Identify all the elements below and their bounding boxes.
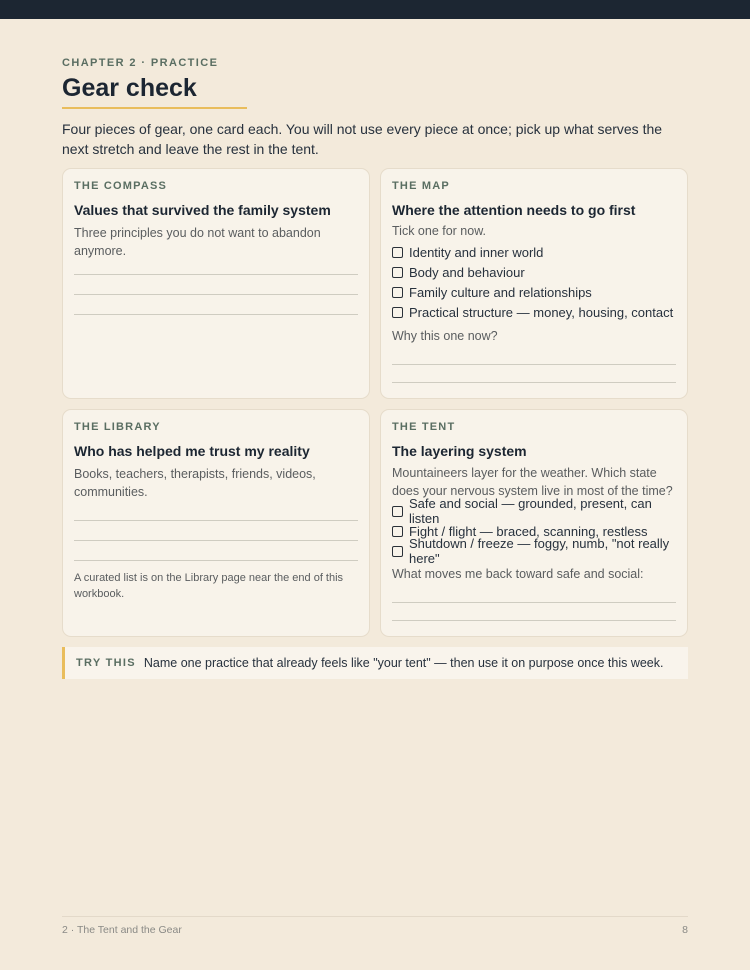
footer-chapter: 2 · The Tent and the Gear xyxy=(62,924,182,936)
card-description: Books, teachers, therapists, friends, videos, communities. xyxy=(74,467,316,499)
card-label: THE TENT xyxy=(392,421,456,433)
card-tent xyxy=(380,409,688,637)
checkbox-icon[interactable] xyxy=(392,267,403,278)
title-underline xyxy=(62,107,247,109)
option-identity[interactable] xyxy=(392,242,676,262)
writing-line-1[interactable] xyxy=(74,274,358,275)
option-label: Safe and social — grounded, present, can listen xyxy=(409,496,652,526)
writing-line-2[interactable] xyxy=(392,382,676,383)
option-body[interactable] xyxy=(392,262,676,282)
option-label: Fight / flight — braced, scanning, restless xyxy=(409,523,648,539)
option-label: Identity and inner world xyxy=(409,244,544,260)
top-bar xyxy=(0,0,750,19)
library-note: A curated list is on the Library page near the end of this workbook. xyxy=(74,572,344,600)
card-description: Three principles you do not want to abandon anymore. xyxy=(74,226,321,258)
card-prompt: Why this one now? xyxy=(392,329,498,343)
checkbox-icon[interactable] xyxy=(392,287,403,298)
card-prompt: What moves me back toward safe and social: xyxy=(392,567,644,581)
option-safe-social[interactable] xyxy=(392,496,676,526)
card-map xyxy=(380,168,688,399)
writing-line-2[interactable] xyxy=(74,540,358,541)
try-this-callout xyxy=(62,647,688,679)
option-label: Body and behaviour xyxy=(409,264,525,280)
page-number: 8 xyxy=(682,924,688,936)
chapter-kicker: CHAPTER 2 · PRACTICE xyxy=(62,57,219,69)
card-title: Where the attention needs to go first xyxy=(392,202,636,218)
card-description: Mountaineers layer for the weather. Which state does your nervous system live in most of the time? xyxy=(392,466,673,498)
card-compass xyxy=(62,168,370,399)
intro-paragraph: Four pieces of gear, one card each. You will not use every piece at once; pick up what serves the next stretch and leave the rest in the tent. xyxy=(62,121,663,157)
card-library xyxy=(62,409,370,637)
card-label: THE MAP xyxy=(392,180,450,192)
card-title: Who has helped me trust my reality xyxy=(74,443,310,459)
card-label: THE COMPASS xyxy=(74,180,168,192)
writing-line-1[interactable] xyxy=(74,520,358,521)
checkbox-icon[interactable] xyxy=(392,546,403,557)
option-label: Practical structure — money, housing, contact xyxy=(409,304,674,320)
footer-divider xyxy=(62,916,688,917)
writing-line-2[interactable] xyxy=(392,620,676,621)
writing-line-3[interactable] xyxy=(74,560,358,561)
writing-line-1[interactable] xyxy=(392,364,676,365)
checkbox-icon[interactable] xyxy=(392,526,403,537)
card-title: The layering system xyxy=(392,443,527,459)
option-shutdown[interactable] xyxy=(392,536,676,566)
card-description: Tick one for now. xyxy=(392,224,487,238)
option-label: Family culture and relationships xyxy=(409,284,592,300)
card-title: Values that survived the family system xyxy=(74,202,331,218)
option-practical[interactable] xyxy=(392,302,676,322)
card-label: THE LIBRARY xyxy=(74,421,161,433)
try-this-label: TRY THIS xyxy=(76,657,136,669)
writing-line-3[interactable] xyxy=(74,314,358,315)
writing-line-1[interactable] xyxy=(392,602,676,603)
checkbox-icon[interactable] xyxy=(392,247,403,258)
checkbox-icon[interactable] xyxy=(392,307,403,318)
option-label: Shutdown / freeze — foggy, numb, "not really here" xyxy=(409,536,670,566)
page-title: Gear check xyxy=(62,74,197,102)
checkbox-icon[interactable] xyxy=(392,506,403,517)
option-family[interactable] xyxy=(392,282,676,302)
writing-line-2[interactable] xyxy=(74,294,358,295)
try-this-text: Name one practice that already feels like "your tent" — then use it on purpose once this week. xyxy=(143,656,664,670)
